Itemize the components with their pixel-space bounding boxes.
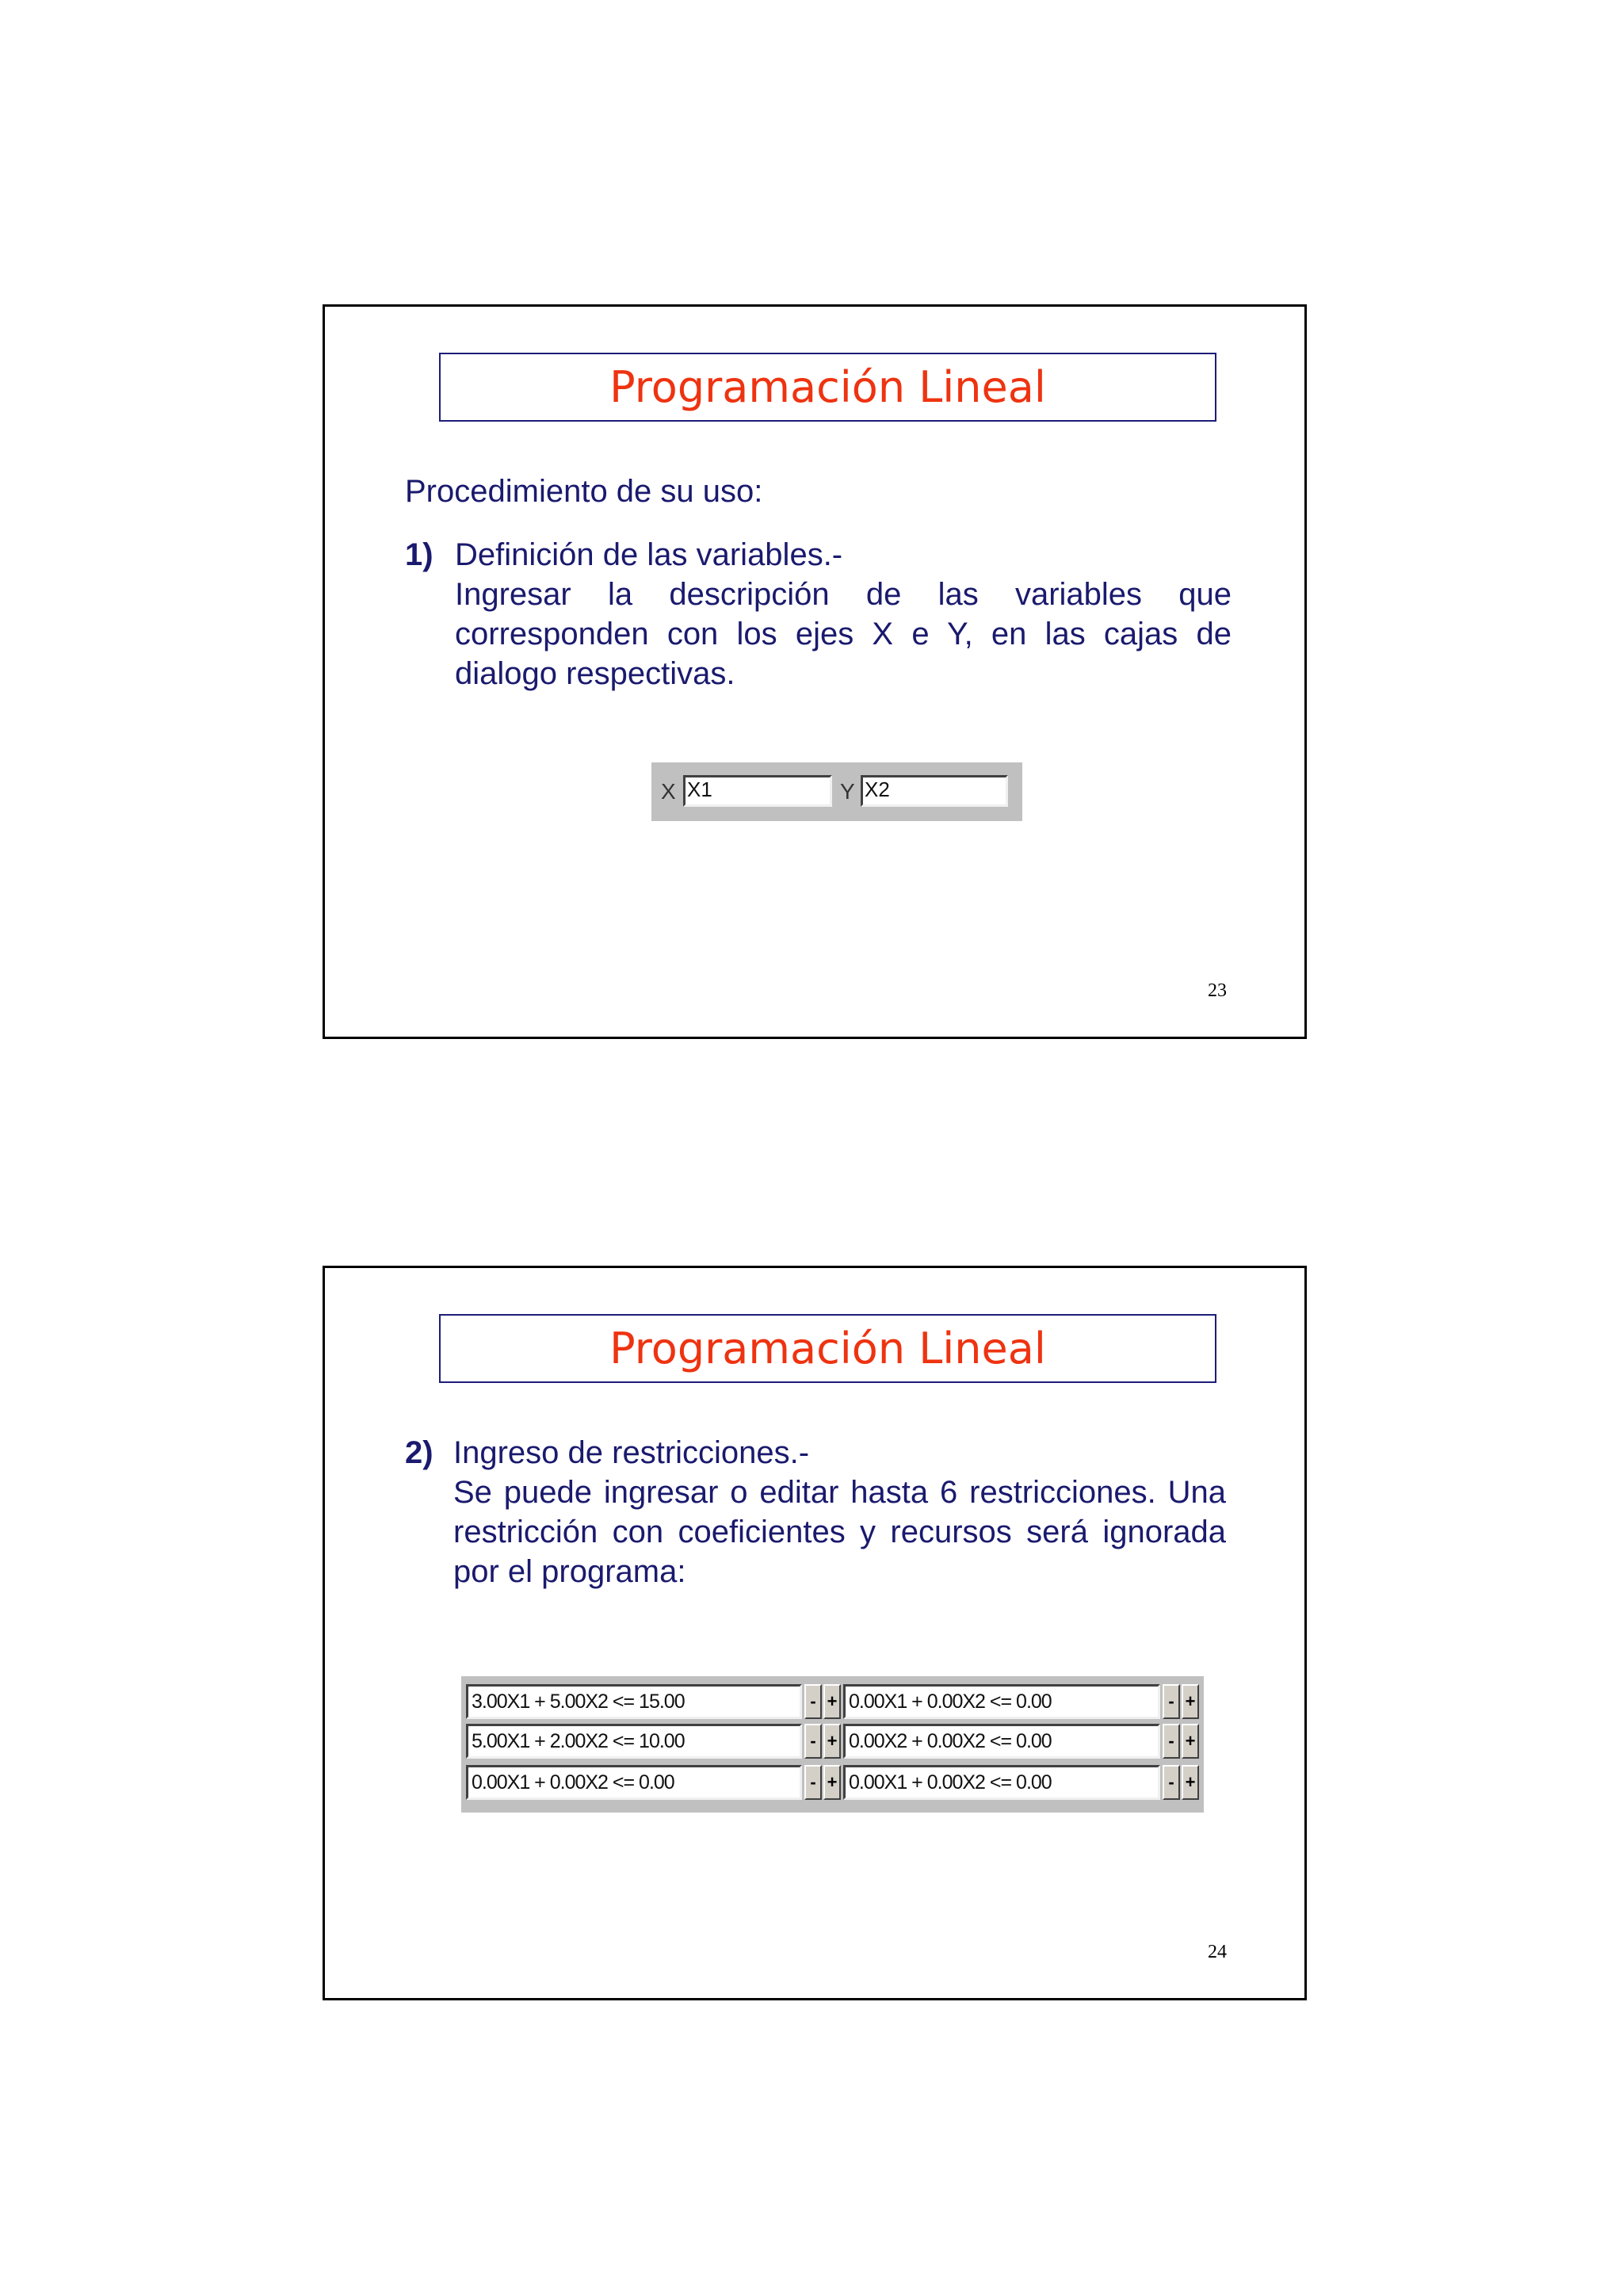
step-heading: Definición de las variables.- — [455, 537, 843, 572]
slide-title-box — [439, 1314, 1216, 1383]
restriction-5-minus-button[interactable]: - — [804, 1765, 822, 1800]
slide-23 — [323, 304, 1307, 1039]
slide-title: Programación Lineal — [609, 1324, 1046, 1373]
page-number: 23 — [1208, 980, 1227, 1001]
restriction-4-input[interactable]: 0.00X2 + 0.00X2 <= 0.00 — [843, 1724, 1160, 1759]
restriction-5-input[interactable]: 0.00X1 + 0.00X2 <= 0.00 — [466, 1765, 802, 1800]
variables-panel — [651, 762, 1022, 821]
step-number: 1) — [405, 537, 433, 572]
restrictions-panel — [461, 1676, 1204, 1813]
y-variable-input[interactable]: X2 — [861, 775, 1008, 807]
intro-text: Procedimiento de su uso: — [405, 474, 763, 509]
y-label: Y — [840, 779, 855, 804]
restriction-3-input[interactable]: 5.00X1 + 2.00X2 <= 10.00 — [466, 1724, 802, 1759]
step-text: Ingresar la descripción de las variables que corresponden con los ejes X e Y, en las cajas de dialogo respectivas. — [455, 577, 1232, 691]
x-label: X — [661, 779, 676, 804]
restriction-6-plus-button[interactable]: + — [1182, 1765, 1199, 1800]
restriction-1-minus-button[interactable]: - — [804, 1684, 822, 1719]
page-number: 24 — [1208, 1942, 1227, 1962]
restriction-2-plus-button[interactable]: + — [1182, 1684, 1199, 1719]
step-heading: Ingreso de restricciones.- — [453, 1435, 810, 1470]
slide-title-box — [439, 353, 1216, 422]
restriction-1-input[interactable]: 3.00X1 + 5.00X2 <= 15.00 — [466, 1684, 802, 1719]
restriction-1-plus-button[interactable]: + — [823, 1684, 841, 1719]
restriction-3-minus-button[interactable]: - — [804, 1724, 822, 1759]
restriction-3-plus-button[interactable]: + — [823, 1724, 841, 1759]
x-variable-input[interactable]: X1 — [683, 775, 832, 807]
restriction-2-input[interactable]: 0.00X1 + 0.00X2 <= 0.00 — [843, 1684, 1160, 1719]
restriction-6-minus-button[interactable]: - — [1163, 1765, 1180, 1800]
restriction-4-minus-button[interactable]: - — [1163, 1724, 1180, 1759]
restriction-2-minus-button[interactable]: - — [1163, 1684, 1180, 1719]
restriction-4-plus-button[interactable]: + — [1182, 1724, 1199, 1759]
slide-title: Programación Lineal — [609, 362, 1046, 412]
restriction-6-input[interactable]: 0.00X1 + 0.00X2 <= 0.00 — [843, 1765, 1160, 1800]
step-number: 2) — [405, 1435, 433, 1470]
restriction-5-plus-button[interactable]: + — [823, 1765, 841, 1800]
slide-24 — [323, 1266, 1307, 2000]
step-text: Se puede ingresar o editar hasta 6 restricciones. Una restricción con coeficientes y recursos será ignorada por el programa: — [453, 1475, 1226, 1589]
